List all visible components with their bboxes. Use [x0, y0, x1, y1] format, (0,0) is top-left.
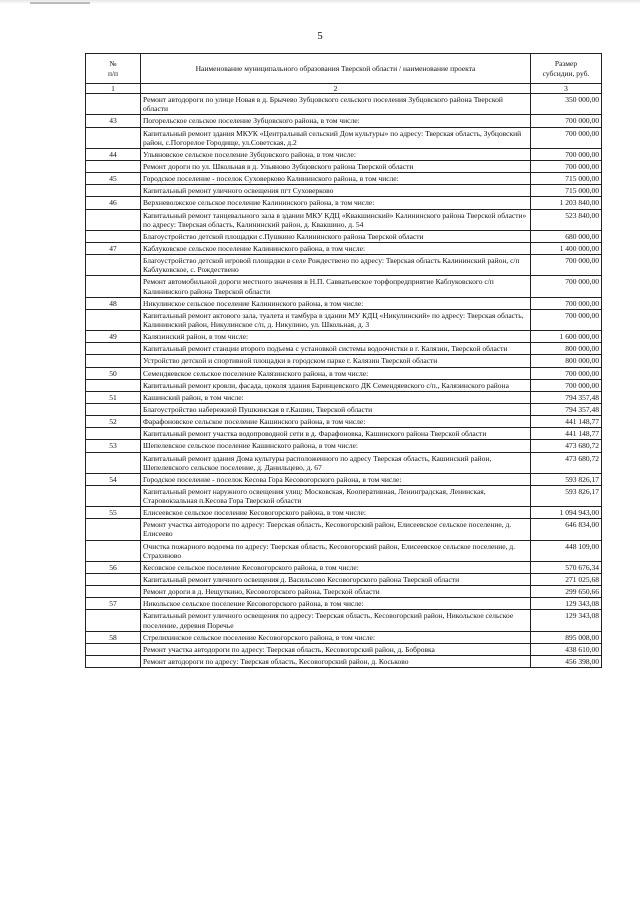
- table-row: [86, 115, 602, 127]
- row-number: 50: [86, 367, 141, 379]
- table-row: [86, 391, 602, 403]
- row-name: Благоустройство детской площадки с.Пушкино Калининского района Тверской области: [141, 230, 531, 242]
- row-amount: 800 000,00: [531, 355, 602, 367]
- row-amount: 448 109,00: [531, 540, 602, 561]
- row-number: [86, 379, 141, 391]
- table-row: [86, 631, 602, 643]
- row-name: Капитальный ремонт кровли, фасада, цоколя здания Баринцевского ДК Семендяевского с/п., Калязинского района: [141, 379, 531, 391]
- row-name: Кашинский район, в том числе:: [141, 391, 531, 403]
- table-header-row: [86, 54, 602, 84]
- table-row: [86, 331, 602, 343]
- table-row: [86, 197, 602, 209]
- row-amount: 350 000,00: [531, 94, 602, 115]
- row-number: [86, 485, 141, 506]
- row-name: Капитальный ремонт танцевального зала в здании МКУ КДЦ «Квакшинский» Калининского района Тверской области» по адресу: Тверская область, Калининский район, д. Квакшино, д. 54: [141, 209, 531, 230]
- row-amount: 570 676,34: [531, 561, 602, 573]
- row-number: [86, 94, 141, 115]
- row-number: 46: [86, 197, 141, 209]
- subsidy-table: [85, 53, 602, 668]
- row-name: Капитальный ремонт наружного освещения улиц: Московская, Кооперативная, Ленинградская, Ленинская, Старовокзальная п.Кесова Гора Тверской области: [141, 485, 531, 506]
- row-number: [86, 209, 141, 230]
- row-name: Ремонт участка автодороги по адресу: Тверская область, Кесовогорский район, д. Бобровка: [141, 643, 531, 655]
- row-number: [86, 255, 141, 276]
- row-number: 58: [86, 631, 141, 643]
- row-number: 48: [86, 297, 141, 309]
- table-row: [86, 428, 602, 440]
- row-number: 54: [86, 473, 141, 485]
- row-amount: 1 400 000,00: [531, 242, 602, 254]
- row-amount: 441 148,77: [531, 416, 602, 428]
- table-row: [86, 540, 602, 561]
- row-amount: 441 148,77: [531, 428, 602, 440]
- row-amount: 715 000,00: [531, 185, 602, 197]
- row-name: Елисеевское сельское поселение Кесовогорского района, в том числе:: [141, 507, 531, 519]
- table-row: [86, 367, 602, 379]
- row-number: [86, 309, 141, 330]
- row-amount: 646 834,00: [531, 519, 602, 540]
- row-name: Ремонт дороги в д. Нещуткино, Кесовогорского района, Тверской области: [141, 586, 531, 598]
- row-amount: 473 680,72: [531, 452, 602, 473]
- row-name: Городское поселение - поселок Кесова Гора Кесовогорского района, в том числе:: [141, 473, 531, 485]
- row-name: Капитальный ремонт уличного освещения пгт Суховерково: [141, 185, 531, 197]
- table-row: [86, 519, 602, 540]
- row-name: Шепелевское сельское поселение Кашинского района, в том числе:: [141, 440, 531, 452]
- table-row: [86, 507, 602, 519]
- table-row: [86, 148, 602, 160]
- table-row: [86, 403, 602, 415]
- row-number: 55: [86, 507, 141, 519]
- table-row: [86, 379, 602, 391]
- row-number: [86, 586, 141, 598]
- row-amount: 1 600 000,00: [531, 331, 602, 343]
- table-row: [86, 343, 602, 355]
- row-name: Капитальный ремонт станции второго подъема с установкой системы водоочистки в г. Калязин, Тверской области: [141, 343, 531, 355]
- row-number: 56: [86, 561, 141, 573]
- table-row: [86, 242, 602, 254]
- row-amount: 700 000,00: [531, 148, 602, 160]
- row-name: Капитальный ремонт уличного освещения по адресу: Тверская область, Кесовогорский район, Никольское сельское поселение, деревня Поречье: [141, 610, 531, 631]
- row-name: Устройство детской и спортивной площадки в городском парке г. Калязин Тверской области: [141, 355, 531, 367]
- row-name: Ремонт дороги по ул. Школьная в д. Ульяново Зубцовского района Тверской области: [141, 160, 531, 172]
- table-row: [86, 574, 602, 586]
- table-row: [86, 160, 602, 172]
- table-row: [86, 355, 602, 367]
- row-name: Городское поселение - поселок Суховерково Калининского района, в том числе:: [141, 173, 531, 185]
- row-number: [86, 276, 141, 297]
- table-row: [86, 440, 602, 452]
- row-name: Очистка пожарного водоема по адресу: Тверская область, Кесовогорский район, Елисеевское сельское поселение, д. Страхиново: [141, 540, 531, 561]
- table-row: [86, 209, 602, 230]
- row-number: 44: [86, 148, 141, 160]
- row-amount: 593 826,17: [531, 473, 602, 485]
- row-name: Кесовское сельское поселение Кесовогорского района, в том числе:: [141, 561, 531, 573]
- row-amount: 129 343,08: [531, 610, 602, 631]
- table-row: [86, 297, 602, 309]
- row-amount: 700 000,00: [531, 379, 602, 391]
- row-amount: 700 000,00: [531, 309, 602, 330]
- header-name: Наименование муниципального образования Тверской области / наименование проекта: [141, 54, 531, 84]
- row-name: Фарафоновское сельское поселение Кашинского района, в том числе:: [141, 416, 531, 428]
- header-amount: Размер субсидии, руб.: [531, 54, 602, 84]
- table-row: [86, 127, 602, 148]
- row-number: 49: [86, 331, 141, 343]
- row-amount: 1 203 840,00: [531, 197, 602, 209]
- row-name: Благоустройство детской игровой площадки в селе Рождествено по адресу: Тверская область Калининский район, с/п Каблуковское, с. Рождествено: [141, 255, 531, 276]
- row-number: [86, 643, 141, 655]
- row-name: Ремонт участка автодороги по адресу: Тверская область, Кесовогорский район, Елисеевское сельское поселение, д. Елисеево: [141, 519, 531, 540]
- table-row: [86, 598, 602, 610]
- table-row: [86, 230, 602, 242]
- row-amount: 700 000,00: [531, 276, 602, 297]
- row-name: Благоустройство набережной Пушкинская в г.Кашин, Тверской области: [141, 403, 531, 415]
- table-row: [86, 561, 602, 573]
- row-number: 47: [86, 242, 141, 254]
- row-amount: 523 840,00: [531, 209, 602, 230]
- row-amount: 438 610,00: [531, 643, 602, 655]
- row-number: 51: [86, 391, 141, 403]
- row-amount: 299 650,66: [531, 586, 602, 598]
- row-number: [86, 160, 141, 172]
- row-number: [86, 343, 141, 355]
- table-row: [86, 309, 602, 330]
- row-amount: 800 000,00: [531, 343, 602, 355]
- row-number: [86, 519, 141, 540]
- table-row: [86, 473, 602, 485]
- row-name: Капитальный ремонт уличного освещения д. Васильсово Кесовогорского района Тверской области: [141, 574, 531, 586]
- row-name: Верхневолжское сельское поселение Калининского района, в том числе:: [141, 197, 531, 209]
- row-number: [86, 230, 141, 242]
- row-name: Семендяевское сельское поселение Калязинского района, в том числе:: [141, 367, 531, 379]
- row-name: Ремонт автодороги по улице Новая в д. Брычево Зубцовского сельского поселения Зубцовского района Тверской области: [141, 94, 531, 115]
- row-amount: 895 008,00: [531, 631, 602, 643]
- row-amount: 1 094 943,00: [531, 507, 602, 519]
- row-amount: 473 680,72: [531, 440, 602, 452]
- row-name: Никулинское сельское поселение Калининского района, в том числе:: [141, 297, 531, 309]
- page-number: 5: [317, 30, 323, 42]
- row-number: 57: [86, 598, 141, 610]
- table-row: [86, 94, 602, 115]
- table-row: [86, 586, 602, 598]
- table-row: [86, 173, 602, 185]
- column-number-row: [86, 84, 602, 94]
- row-amount: 700 000,00: [531, 115, 602, 127]
- row-amount: 271 025,68: [531, 574, 602, 586]
- row-name: Капитальный ремонт здания МКУК «Центральный сельский Дом культуры» по адресу: Тверская область, Зубцовский район, с.Погорелое Городище, ул.Советская, д.2: [141, 127, 531, 148]
- row-amount: 700 000,00: [531, 367, 602, 379]
- column-number: 1: [86, 84, 141, 94]
- row-amount: 715 000,00: [531, 173, 602, 185]
- row-name: Капитальный ремонт актового зала, туалета и тамбура в здании МУ КДЦ «Никулинский» по адресу: Тверская область, Калининский район, Никулинское с/п, д. Никулино, ул. Школьная, д. 3: [141, 309, 531, 330]
- row-number: [86, 540, 141, 561]
- row-amount: 680 000,00: [531, 230, 602, 242]
- row-number: [86, 403, 141, 415]
- row-number: [86, 127, 141, 148]
- row-amount: 794 357,48: [531, 403, 602, 415]
- row-name: Ремонт автомобильной дороги местного значения в Н.П. Савватьевское торфопредприятие Каблуковского с/п Калининского района Тверской области: [141, 276, 531, 297]
- row-number: [86, 185, 141, 197]
- row-number: 52: [86, 416, 141, 428]
- row-number: [86, 452, 141, 473]
- row-amount: 700 000,00: [531, 255, 602, 276]
- row-amount: 456 398,00: [531, 656, 602, 668]
- scan-edge: [0, 0, 640, 4]
- table-row: [86, 656, 602, 668]
- row-number: [86, 355, 141, 367]
- column-number: 3: [531, 84, 602, 94]
- table-row: [86, 452, 602, 473]
- row-number: [86, 610, 141, 631]
- row-amount: 129 343,08: [531, 598, 602, 610]
- row-name: Погорельское сельское поселение Зубцовского района, в том числе:: [141, 115, 531, 127]
- table-row: [86, 610, 602, 631]
- table-row: [86, 485, 602, 506]
- row-amount: 593 826,17: [531, 485, 602, 506]
- row-name: Никольское сельское поселение Кесовогорского района, в том числе:: [141, 598, 531, 610]
- row-name: Ульяновское сельское поселение Зубцовского района, в том числе:: [141, 148, 531, 160]
- row-amount: 700 000,00: [531, 160, 602, 172]
- row-name: Капитальный ремонт участка водопроводной сети в д. Фарафоновка, Кашинского района Тверской области: [141, 428, 531, 440]
- row-name: Ремонт автодороги по адресу: Тверская область, Кесовогорский район, д. Коськово: [141, 656, 531, 668]
- row-number: [86, 656, 141, 668]
- row-number: 43: [86, 115, 141, 127]
- row-amount: 794 357,48: [531, 391, 602, 403]
- table-row: [86, 255, 602, 276]
- row-number: [86, 574, 141, 586]
- row-name: Каблуковское сельское поселение Калининского района, в том числе:: [141, 242, 531, 254]
- row-amount: 700 000,00: [531, 127, 602, 148]
- row-number: 45: [86, 173, 141, 185]
- row-name: Стрелихинское сельское поселение Кесовогорского района, в том числе:: [141, 631, 531, 643]
- header-num: № п/п: [86, 54, 141, 84]
- table-row: [86, 185, 602, 197]
- scan-mark: [30, 2, 90, 4]
- table-body: [86, 94, 602, 668]
- row-number: [86, 428, 141, 440]
- table-row: [86, 643, 602, 655]
- column-number: 2: [141, 84, 531, 94]
- row-name: Калязинский район, в том числе:: [141, 331, 531, 343]
- table-row: [86, 416, 602, 428]
- row-amount: 700 000,00: [531, 297, 602, 309]
- table-row: [86, 276, 602, 297]
- row-name: Капитальный ремонт здания Дома культуры расположенного по адресу Тверская область, Кашинский район, Шепелевского сельское поселение, д. Данильцево, д. 67: [141, 452, 531, 473]
- row-number: 53: [86, 440, 141, 452]
